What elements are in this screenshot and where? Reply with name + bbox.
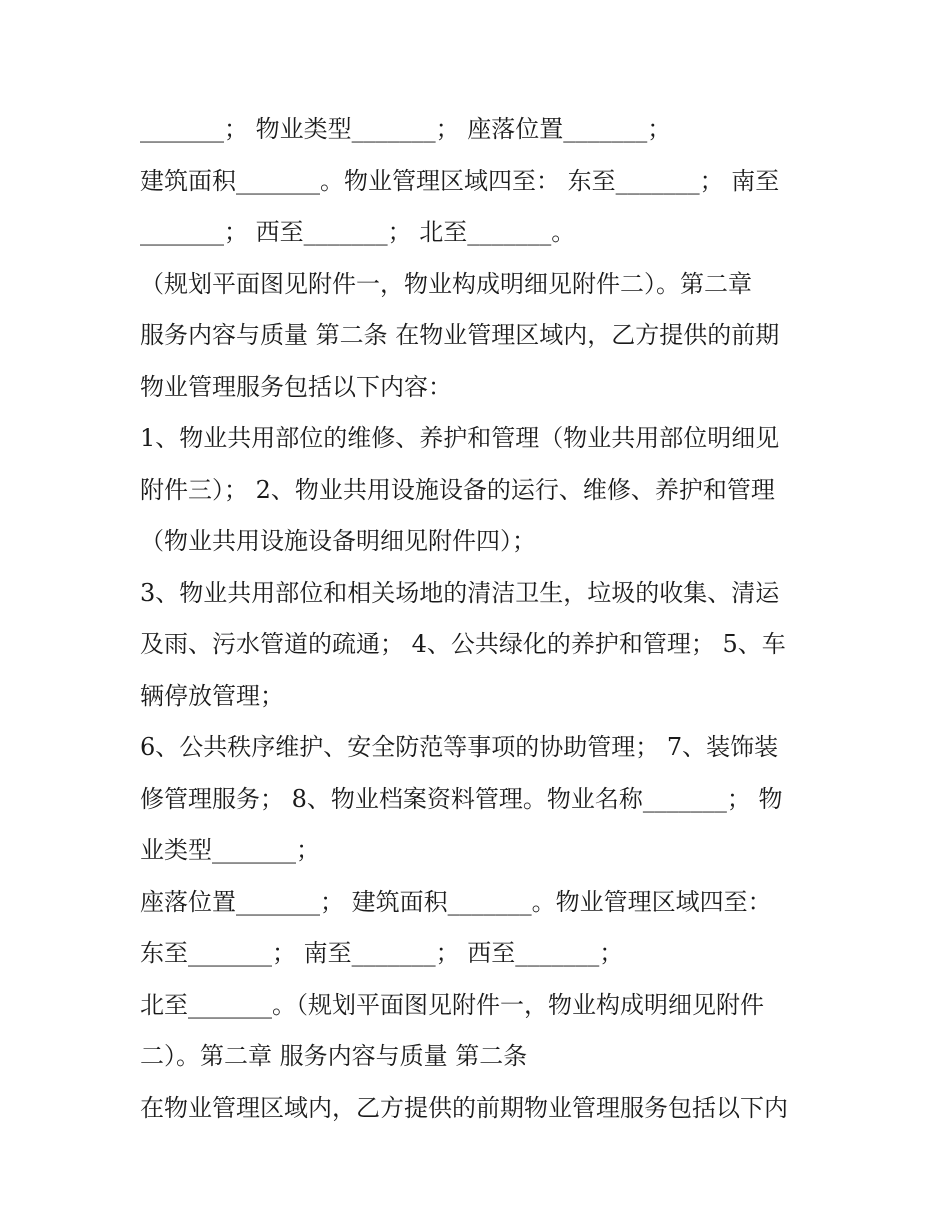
text-line: （物业共用设施设备明细见附件四）； bbox=[140, 527, 536, 555]
text-line: 在物业管理区域内，乙方提供的前期物业管理服务包括以下内 bbox=[140, 1093, 788, 1122]
text-line: _______； 物业类型_______； 座落位置_______； bbox=[140, 115, 672, 143]
text-line: 修管理服务； 8、物业档案资料管理。物业名称_______； 物 bbox=[140, 784, 783, 813]
text-line: 附件三）； 2、物业共用设施设备的运行、维修、养护和管理 bbox=[140, 475, 775, 504]
text-line: _______； 西至_______； 北至_______。 bbox=[140, 218, 576, 246]
body-text bbox=[140, 104, 830, 1134]
text-line: 辆停放管理； bbox=[140, 681, 284, 710]
text-line: 业类型_______； bbox=[140, 836, 320, 864]
text-line: 座落位置_______； 建筑面积_______。物业管理区域四至： bbox=[140, 887, 772, 916]
text-line: 6、公共秩序维护、安全防范等事项的协助管理； 7、装饰装 bbox=[140, 733, 779, 761]
text-line: 服务内容与质量 第二条 在物业管理区域内，乙方提供的前期 bbox=[140, 321, 780, 349]
text-line: 二）。第二章 服务内容与质量 第二条 bbox=[140, 1042, 528, 1070]
text-line: 建筑面积_______。物业管理区域四至： 东至_______； 南至 bbox=[140, 166, 780, 195]
text-line: 3、物业共用部位和相关场地的清洁卫生，垃圾的收集、清运 bbox=[140, 578, 780, 607]
text-line: （规划平面图见附件一，物业构成明细见附件二）。第二章 bbox=[140, 269, 752, 298]
text-line: 及雨、污水管道的疏通； 4、公共绿化的养护和管理； 5、车 bbox=[140, 630, 786, 658]
text-line: 北至_______。（规划平面图见附件一，物业构成明细见附件 bbox=[140, 990, 764, 1019]
text-line: 东至_______； 南至_______； 西至_______； bbox=[140, 939, 624, 967]
text-line: 1、物业共用部位的维修、养护和管理（物业共用部位明细见 bbox=[140, 424, 780, 452]
text-line: 物业管理服务包括以下内容： bbox=[140, 372, 452, 401]
